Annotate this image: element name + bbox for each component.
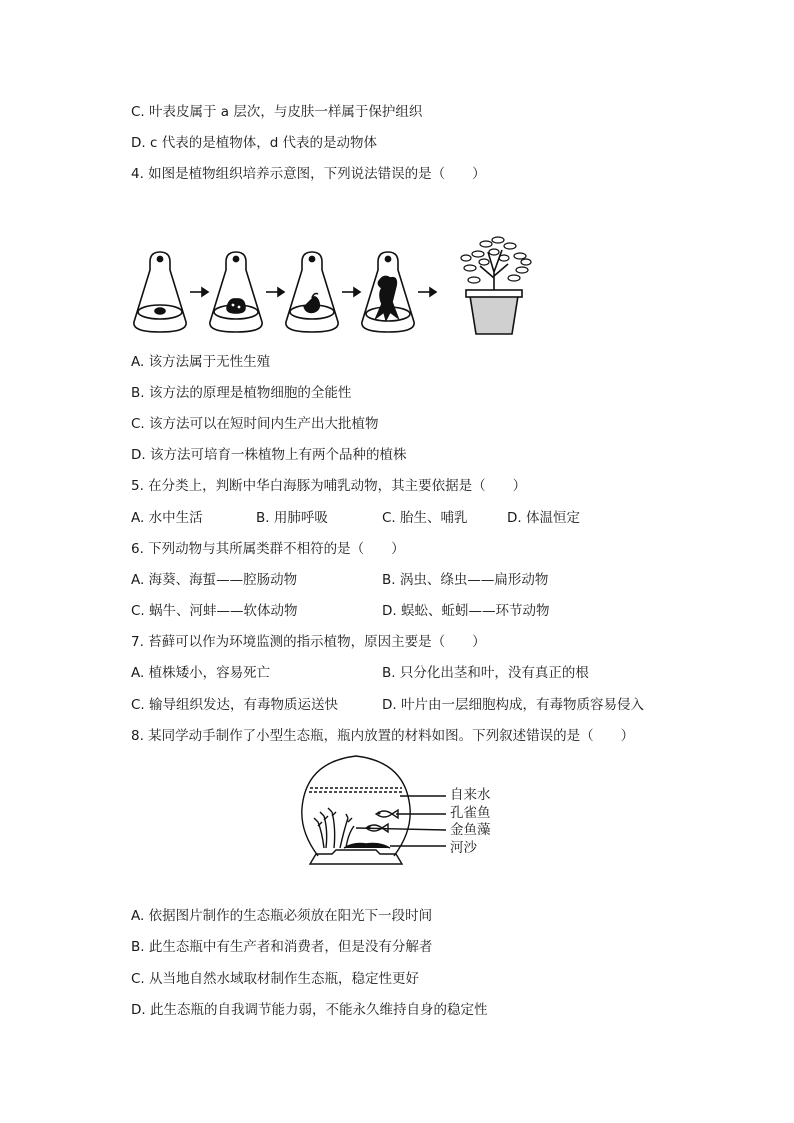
potted-plant [461,237,531,334]
q8-option-a: A. 依据图片制作的生态瓶必须放在阳光下一段时间 [131,908,433,924]
q4-option-a: A. 该方法属于无性生殖 [131,354,271,370]
q8-stem: 8. 某同学动手制作了小型生态瓶，瓶内放置的材料如图。下列叙述错误的是（ ） [131,728,635,744]
q7-option-b: B. 只分化出茎和叶，没有真正的根 [382,665,589,681]
flask-1 [134,252,186,332]
q6-option-d: D. 蜈蚣、蚯蚓——环节动物 [382,603,550,619]
q5-option-c: C. 胎生、哺乳 [382,510,468,526]
q4-option-c: C. 该方法可以在短时间内生产出大批植物 [131,416,379,432]
q4-stem: 4. 如图是植物组织培养示意图，下列说法错误的是（ ） [131,166,486,182]
flask-4 [362,252,414,332]
q7-option-a: A. 植株矮小，容易死亡 [131,665,271,681]
q6-option-c: C. 蜗牛、河蚌——软体动物 [131,603,298,619]
tissue-culture-figure [128,232,548,342]
q5-option-a: A. 水中生活 [131,510,203,526]
q8-option-d: D. 此生态瓶的自我调节能力弱，不能永久维持自身的稳定性 [131,1002,488,1018]
q7-option-d: D. 叶片由一层细胞构成，有毒物质容易侵入 [382,697,644,713]
q6-option-b: B. 涡虫、绦虫——扁形动物 [382,572,549,588]
flask-2 [210,252,262,332]
q7-stem: 7. 苔藓可以作为环境监测的指示植物，原因主要是（ ） [131,634,486,650]
label-guppy: 孔雀鱼 [450,805,491,821]
q8-option-c: C. 从当地自然水域取材制作生态瓶，稳定性更好 [131,971,420,987]
flask-3 [286,252,338,332]
q6-option-a: A. 海葵、海蜇——腔肠动物 [131,572,298,588]
q5-option-b: B. 用肺呼吸 [256,510,328,526]
label-river-sand: 河沙 [450,840,477,856]
label-tap-water: 自来水 [450,787,491,803]
q3-option-d: D. c 代表的是植物体，d 代表的是动物体 [131,135,378,151]
q3-option-c: C. 叶表皮属于 a 层次，与皮肤一样属于保护组织 [131,104,423,120]
q5-stem: 5. 在分类上，判断中华白海豚为哺乳动物，其主要依据是（ ） [131,478,527,494]
q6-stem: 6. 下列动物与其所属类群不相符的是（ ） [131,541,405,557]
q4-option-d: D. 该方法可培育一株植物上有两个品种的植株 [131,447,407,463]
q8-option-b: B. 此生态瓶中有生产者和消费者，但是没有分解者 [131,939,433,955]
q4-option-b: B. 该方法的原理是植物细胞的全能性 [131,385,352,401]
label-hornwort: 金鱼藻 [450,822,491,838]
q5-option-d: D. 体温恒定 [507,510,580,526]
q7-option-c: C. 输导组织发达，有毒物质运送快 [131,697,339,713]
